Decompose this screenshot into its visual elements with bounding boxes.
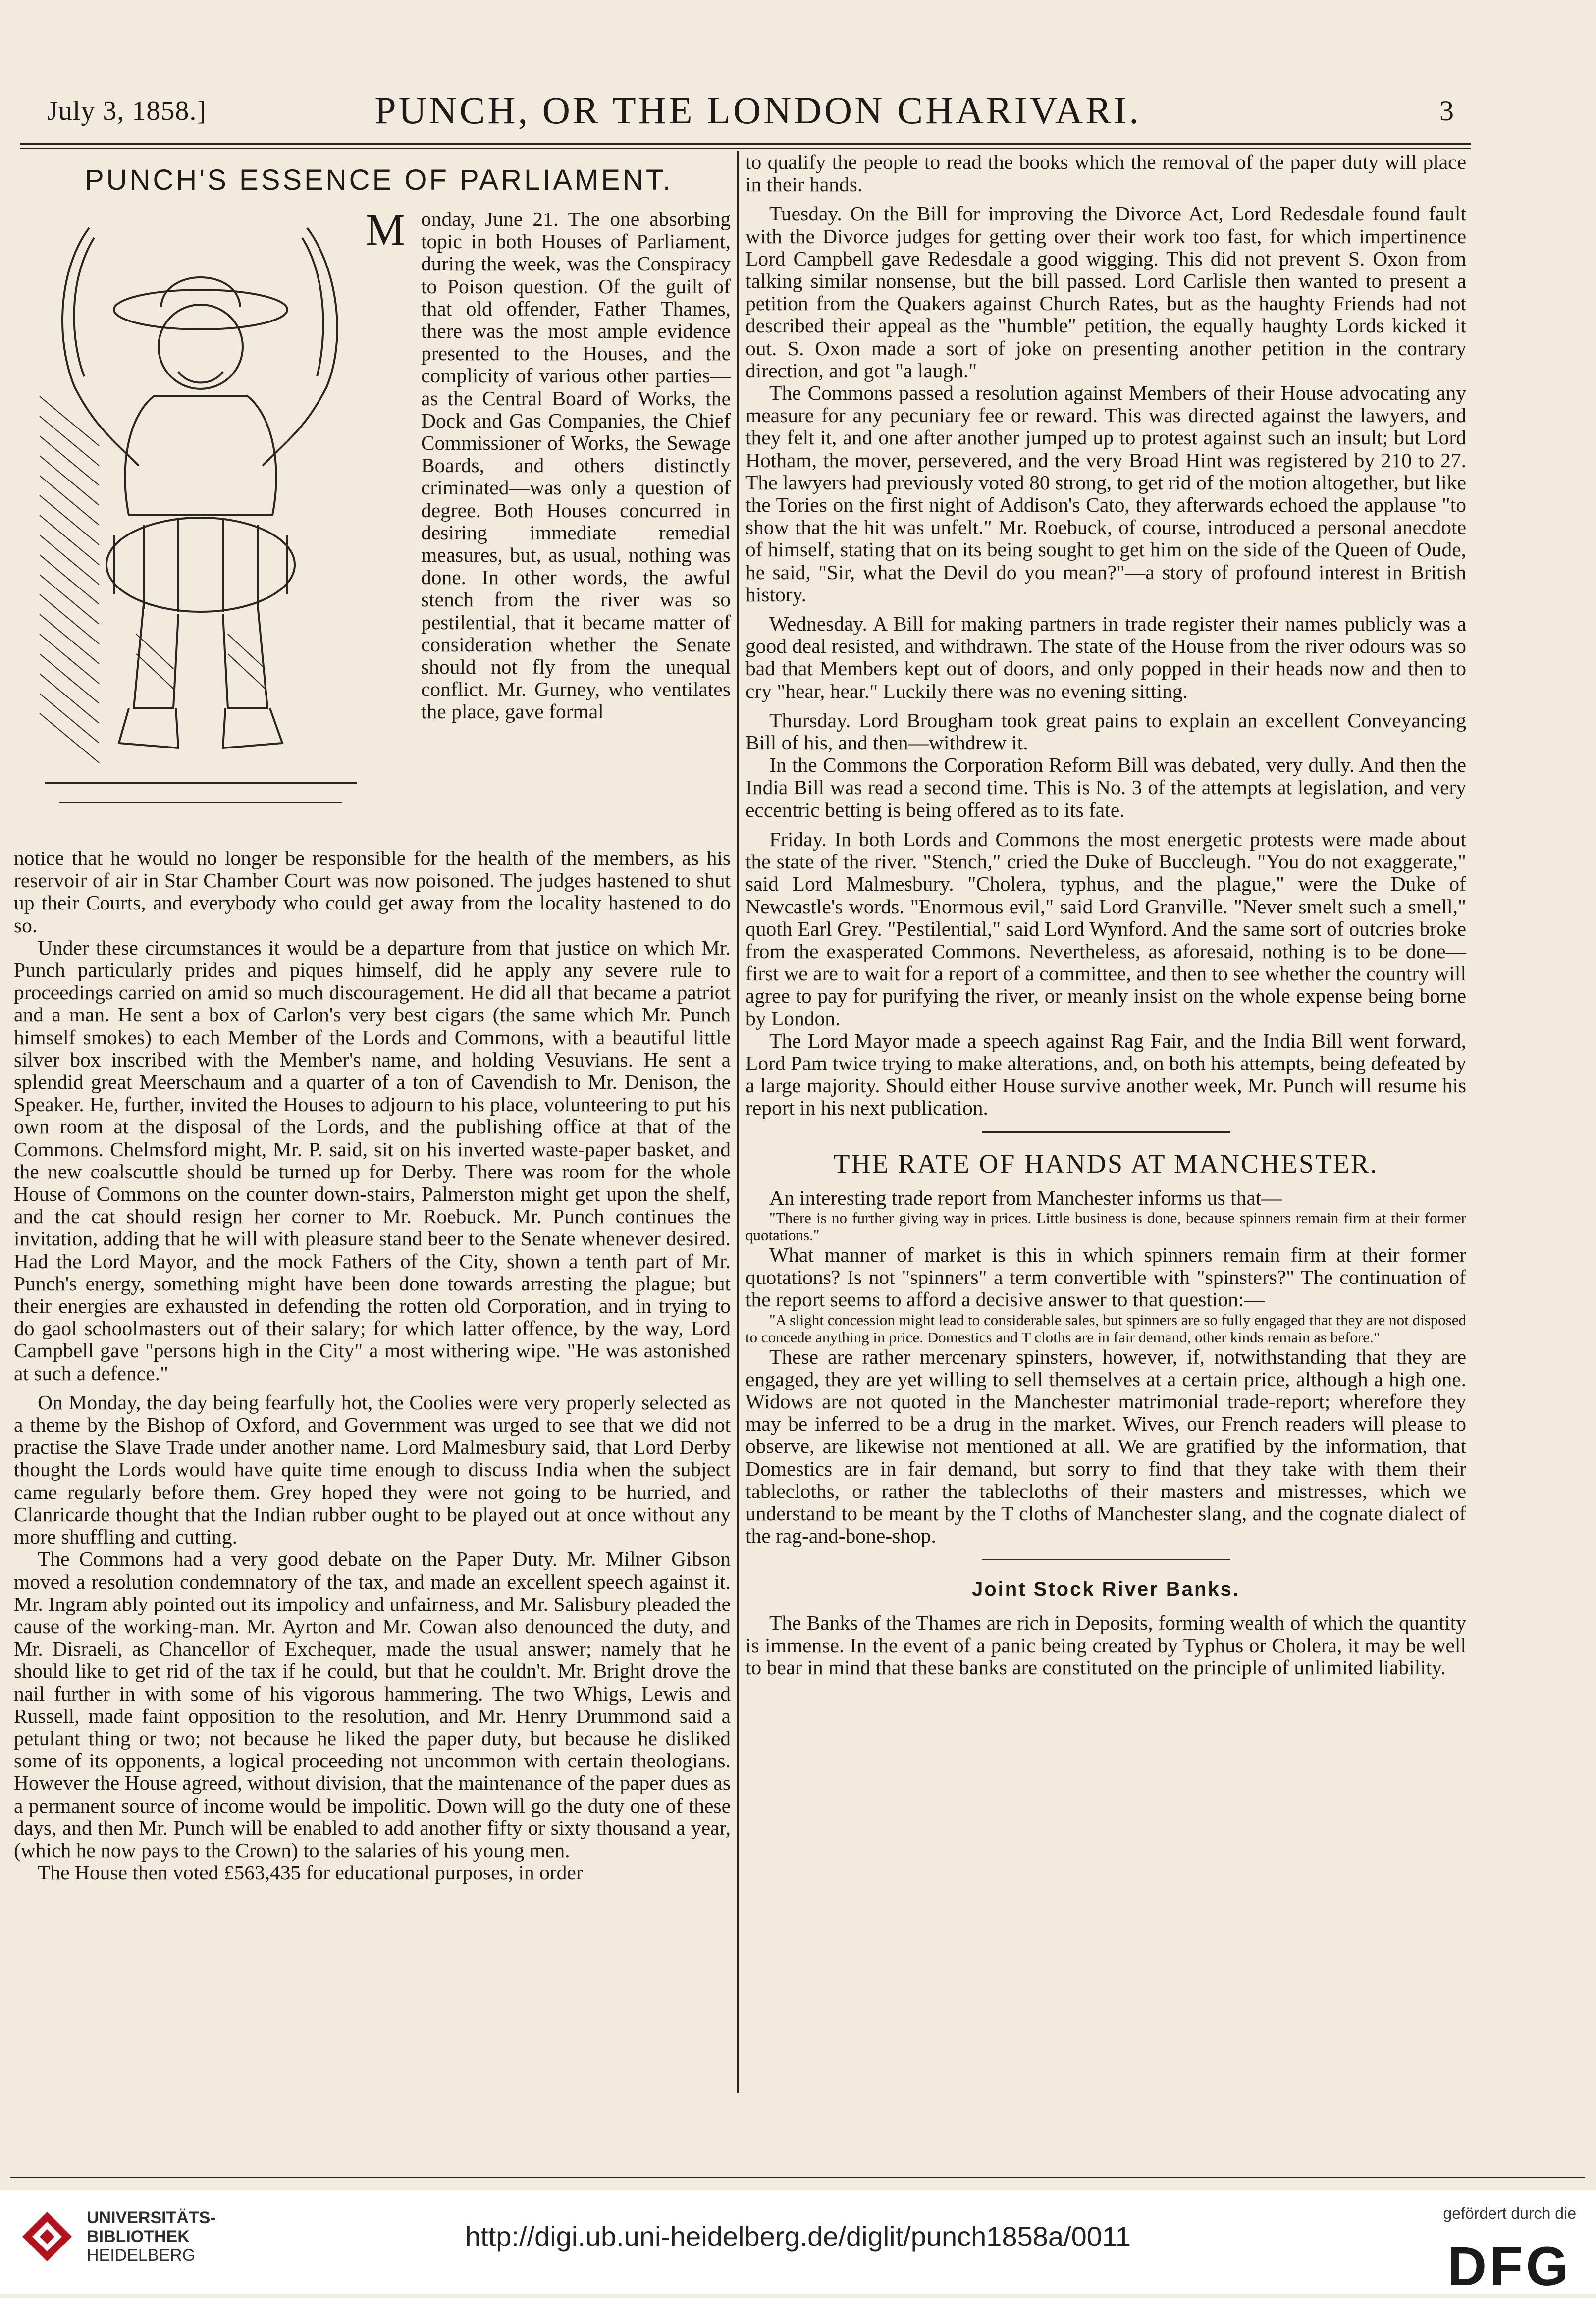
essence-title: PUNCH'S ESSENCE OF PARLIAMENT.: [84, 164, 674, 196]
institution-line: HEIDELBERG: [87, 2246, 196, 2265]
essence-paragraph: Wednesday. A Bill for making partners in trade register their names publicly was a good deal resisted, and withdrawn. The state of the House from the river odours was so bad that Members kept out of doors, and only popped in their heads now and then to cry "hear, hear." Luckily there was no evening sitting.: [745, 612, 1466, 702]
essence-paragraph: The Commons passed a resolution against Members of their House advocating any measure for any pecuniary fee or reward. This was directed against the lawyers, and they felt it, and one after another jumped up to protest against such an insult; but Lord Hotham, the mover, persevered, and the very Broad Hint was registered by 210 to 27. The lawyers had previously voted 80 strong, to get rid of the motion altogether, but like the Tories on the first night of Addison's Cato, they afterwards echoed the applause "to show that the hit was unfelt." Mr. Roebuck, of course, introduced a personal anecdote of himself, stating that on its being sought to get him on the side of the Queen of Oude, he said, "Sir, what the Devil do you mean?"—a story of profound interest in British history.: [745, 381, 1466, 606]
footer-rule: [10, 2177, 1585, 2178]
essence-paragraph: On Monday, the day being fearfully hot, the Coolies were very properly selected as a theme by the Bishop of Oxford, and Government was urged to see that we did not practise the Slave Trade under another name. Lord Malmesbury said, that Lord Derby thought the Lords would have quite time enough to discuss India when the subject came regularly before them. Grey hoped they were not going to be hurried, and Clanricarde thought that the Indian rubber ought to be played out at once without any more shuffling and cutting.: [14, 1390, 731, 1549]
section-rule: [982, 1559, 1230, 1560]
header-rule-thick: [20, 143, 1471, 145]
rate-quote: "There is no further giving way in prices. Little business is done, because spinners remain firm at their former quotations.": [745, 1209, 1466, 1244]
essence-continued: [14, 847, 731, 1884]
essence-paragraph: In the Commons the Corporation Reform Bill was debated, very dully. And then the India Bill was read a second time. This is No. 3 of the attempts at legislation, and very eccentric betting is being offered as to its fate.: [745, 753, 1466, 821]
right-column: [745, 151, 1466, 1679]
rate-of-hands-title: THE RATE OF HANDS AT MANCHESTER.: [833, 1148, 1379, 1178]
essence-paragraph: The Commons had a very good debate on the Paper Duty. Mr. Milner Gibson moved a resolution condemnatory of the tax, and made an excellent speech against it. Mr. Ingram ably pointed out its impolicy and unfairness, and Mr. Salisbury pleaded the cause of the working-man. Mr. Ayrton and Mr. Cowan also denounced the duty, and Mr. Disraeli, as Chancellor of Exchequer, made the usual answer; namely that he should like to get rid of the tax if he could, but that he couldn't. Mr. Bright drove the nail further in with some of his vigorous hammering. The two Whigs, Lewis and Russell, made faint opposition to the resolution, and Mr. Henry Drummond said a petulant thing or two; not because he liked the paper duty, but because he disliked some of its opponents, a logical proceeding not uncommon with certain theologians. However the House agreed, without division, that the maintenance of the paper dues as a permanent source of income would be impolitic. Down will go the duty one of these days, and then Mr. Punch will be enabled to add another fifty or sixty thousand a year, (which he now pays to the Crown) to the salaries of his young men.: [14, 1548, 731, 1862]
essence-paragraph: Friday. In both Lords and Commons the most energetic protests were made about the state of the river. "Stench," cried the Duke of Buccleugh. "You do not exaggerate," said Lord Malmesbury. "Cholera, typhus, and the plague," were the Duke of Newcastle's words. "Enormous evil," said Lord Granville. "Never smelt such a smell," quoth Earl Grey. "Pestilential," said Lord Wynford. And the same sort of outcries broke from the exasperated Commons. Nevertheless, as aforesaid, nothing is to be done—first we are to wait for a report of a committee, and then to see whether the country will agree to pay for purifying the river, or meanly insist on the whole expense being borne by London.: [745, 827, 1466, 1030]
rate-intro: An interesting trade report from Manchester informs us that—: [769, 1186, 1282, 1209]
river-banks-title: Joint Stock River Banks.: [971, 1578, 1240, 1601]
digitization-footer: [0, 2190, 1596, 2297]
essence-paragraph: notice that he would no longer be responsible for the health of the members, as his reservoir of air in Star Chamber Court was now poisoned. The judges hastened to shut up their Courts, and everybody who could get away from the locality hastened to do so.: [14, 847, 731, 937]
essence-paragraph: The Lord Mayor made a speech against Rag Fair, and the India Bill went forward, Lord Pam twice trying to make alterations, and, on both his attempts, being defeated by a large majority. Should either House survive another week, Mr. Punch will resume his report in his next publication.: [745, 1029, 1466, 1120]
column-divider: [737, 151, 739, 2093]
essence-intro-text: onday, June 21. The one absorbing topic in both Houses of Parliament, during the week, was the Conspiracy to Poison question. Of the guilt of that old offender, Father Thames, there was the most ample evidence presented to the Houses, and the complicity of various other parties—as the Central Board of Works, the Dock and Gas Companies, the Chief Commissioner of Works, the Sewage Boards, and others distinctly criminated—was only a question of degree. Both Houses concurred in desiring immediate remedial measures, but, as usual, nothing was done. In other words, the awful stench from the river was so pestilential, that it became matter of consideration whether the Senate should not fly from the unequal conflict. Mr. Gurney, who ventilates the place, gave formal: [421, 208, 731, 723]
essence-paragraph: to qualify the people to read the books which the removal of the paper duty will place in their hands.: [745, 151, 1466, 196]
issue-date: July 3, 1858.]: [47, 96, 207, 126]
river-banks-paragraph: The Banks of the Thames are rich in Deposits, forming wealth of which the quantity is immense. In the event of a panic being created by Typhus or Cholera, it may be well to bear in mind that these banks are constituted on the principle of unlimited liability.: [745, 1611, 1466, 1679]
rate-quote: "A slight concession might lead to considerable sales, but spinners are so fully engaged that they are not disposed to concede anything in price. Domestics and T cloths are in fair demand, other kinds remain as before.": [745, 1311, 1466, 1346]
essence-paragraph: Tuesday. On the Bill for improving the Divorce Act, Lord Redesdale found fault with the Divorce judges for getting over their work too fast, for which impertinence Lord Campbell gave Redesdale a good wigging. This did not prevent S. Oxon from talking similar nonsense, but the bill passed. Lord Carlisle then wanted to present a petition from the Quakers against Church Rates, but as the haughty Friends had not described their appeal as the "humble" petition, the equally haughty Lords kicked it out. S. Oxon made a sort of joke on presenting another petition in the contrary direction, and got "a laugh.": [745, 202, 1466, 382]
masthead-title: PUNCH, OR THE LONDON CHARIVARI.: [374, 89, 1141, 132]
essence-paragraph: The House then voted £563,435 for educational purposes, in order: [38, 1861, 583, 1884]
header-rule-thin: [20, 148, 1471, 149]
institution-line: BIBLIOTHEK: [87, 2227, 190, 2246]
cartoon-illustration: [30, 208, 372, 842]
rate-paragraph: What manner of market is this in which spinners remain firm at their former quotations? Is not "spinners" a term convertible with "spinsters?" The continuation of the report seems to afford a decisive answer to that question:—: [745, 1243, 1466, 1311]
source-url-link[interactable]: http://digi.ub.uni-heidelberg.de/diglit/punch1858a/0011: [465, 2221, 1131, 2252]
section-rule: [982, 1131, 1230, 1133]
essence-paragraph: Under these circumstances it would be a departure from that justice on which Mr. Punch particularly prides and piques himself, did he apply any severe rule to proceedings carried on amid so much discouragement. He did all that became a patriot and a man. He sent a box of Carlon's very best cigars (the same which Mr. Punch himself smokes) to each Member of the Lords and Commons, with a beautiful little silver box inscribed with the Member's name, and holding Vesuvians. He sent a splendid great Meerschaum and a quarter of a ton of Cavendish to Mr. Denison, the Speaker. He, further, invited the Houses to adjourn to his place, volunteering to put his own room at the disposal of the Lords, and the publishing office at that of the Commons. Chelmsford might, Mr. P. said, sit on his inverted waste-paper basket, and the new coalscuttle should be turned up for Derby. There was room for the whole House of Commons on the counter down-stairs, Palmerston might get upon the shelf, and the cat should resign her corner to Mr. Roebuck. Mr. Punch continues the invitation, adding that he will with pleasure stand beer to the Senate whenever desired. Had the Lord Mayor, and the mock Fathers of the City, shown a tenth part of Mr. Punch's energy, something might have been done towards arresting the plague; but their energies are exhausted in defending the rotten old Corporation, and in trying to do gaol schoolmasters out of their salary; for which latter offence, by the way, Lord Campbell gave "persons high in the City" a most withering wipe. "He was astonished at such a defence.": [14, 936, 731, 1385]
institution-line: UNIVERSITÄTS-: [87, 2208, 216, 2227]
essence-paragraph: Thursday. Lord Brougham took great pains to explain an excellent Conveyancing Bill of his, and then—withdrew it.: [745, 708, 1466, 754]
rate-paragraph: These are rather mercenary spinsters, however, if, notwithstanding that they are engaged, they are yet willing to sell themselves at a certain price, although a high one. Widows are not quoted in the Manchester matrimonial trade-report; wherefore they may be inferred to be a drug in the market. Wives, our French readers will please to observe, are likewise not mentioned at all. We are gratified by the information, that Domestics are in fair demand, but sorry to find that they take with them their tablecloths, or rather the tablecloths of their masters and mistresses, which we understand to be meant by the T cloths of Manchester slang, and the cognate dialect of the rag-and-bone-shop.: [745, 1345, 1466, 1548]
dfg-logo: DFG: [1447, 2236, 1571, 2297]
drop-cap: M: [366, 206, 406, 255]
funded-by-label: gefördert durch die: [1443, 2204, 1576, 2222]
essence-intro: [376, 208, 731, 723]
page-header: [47, 85, 1469, 145]
page-number: 3: [1439, 95, 1454, 127]
